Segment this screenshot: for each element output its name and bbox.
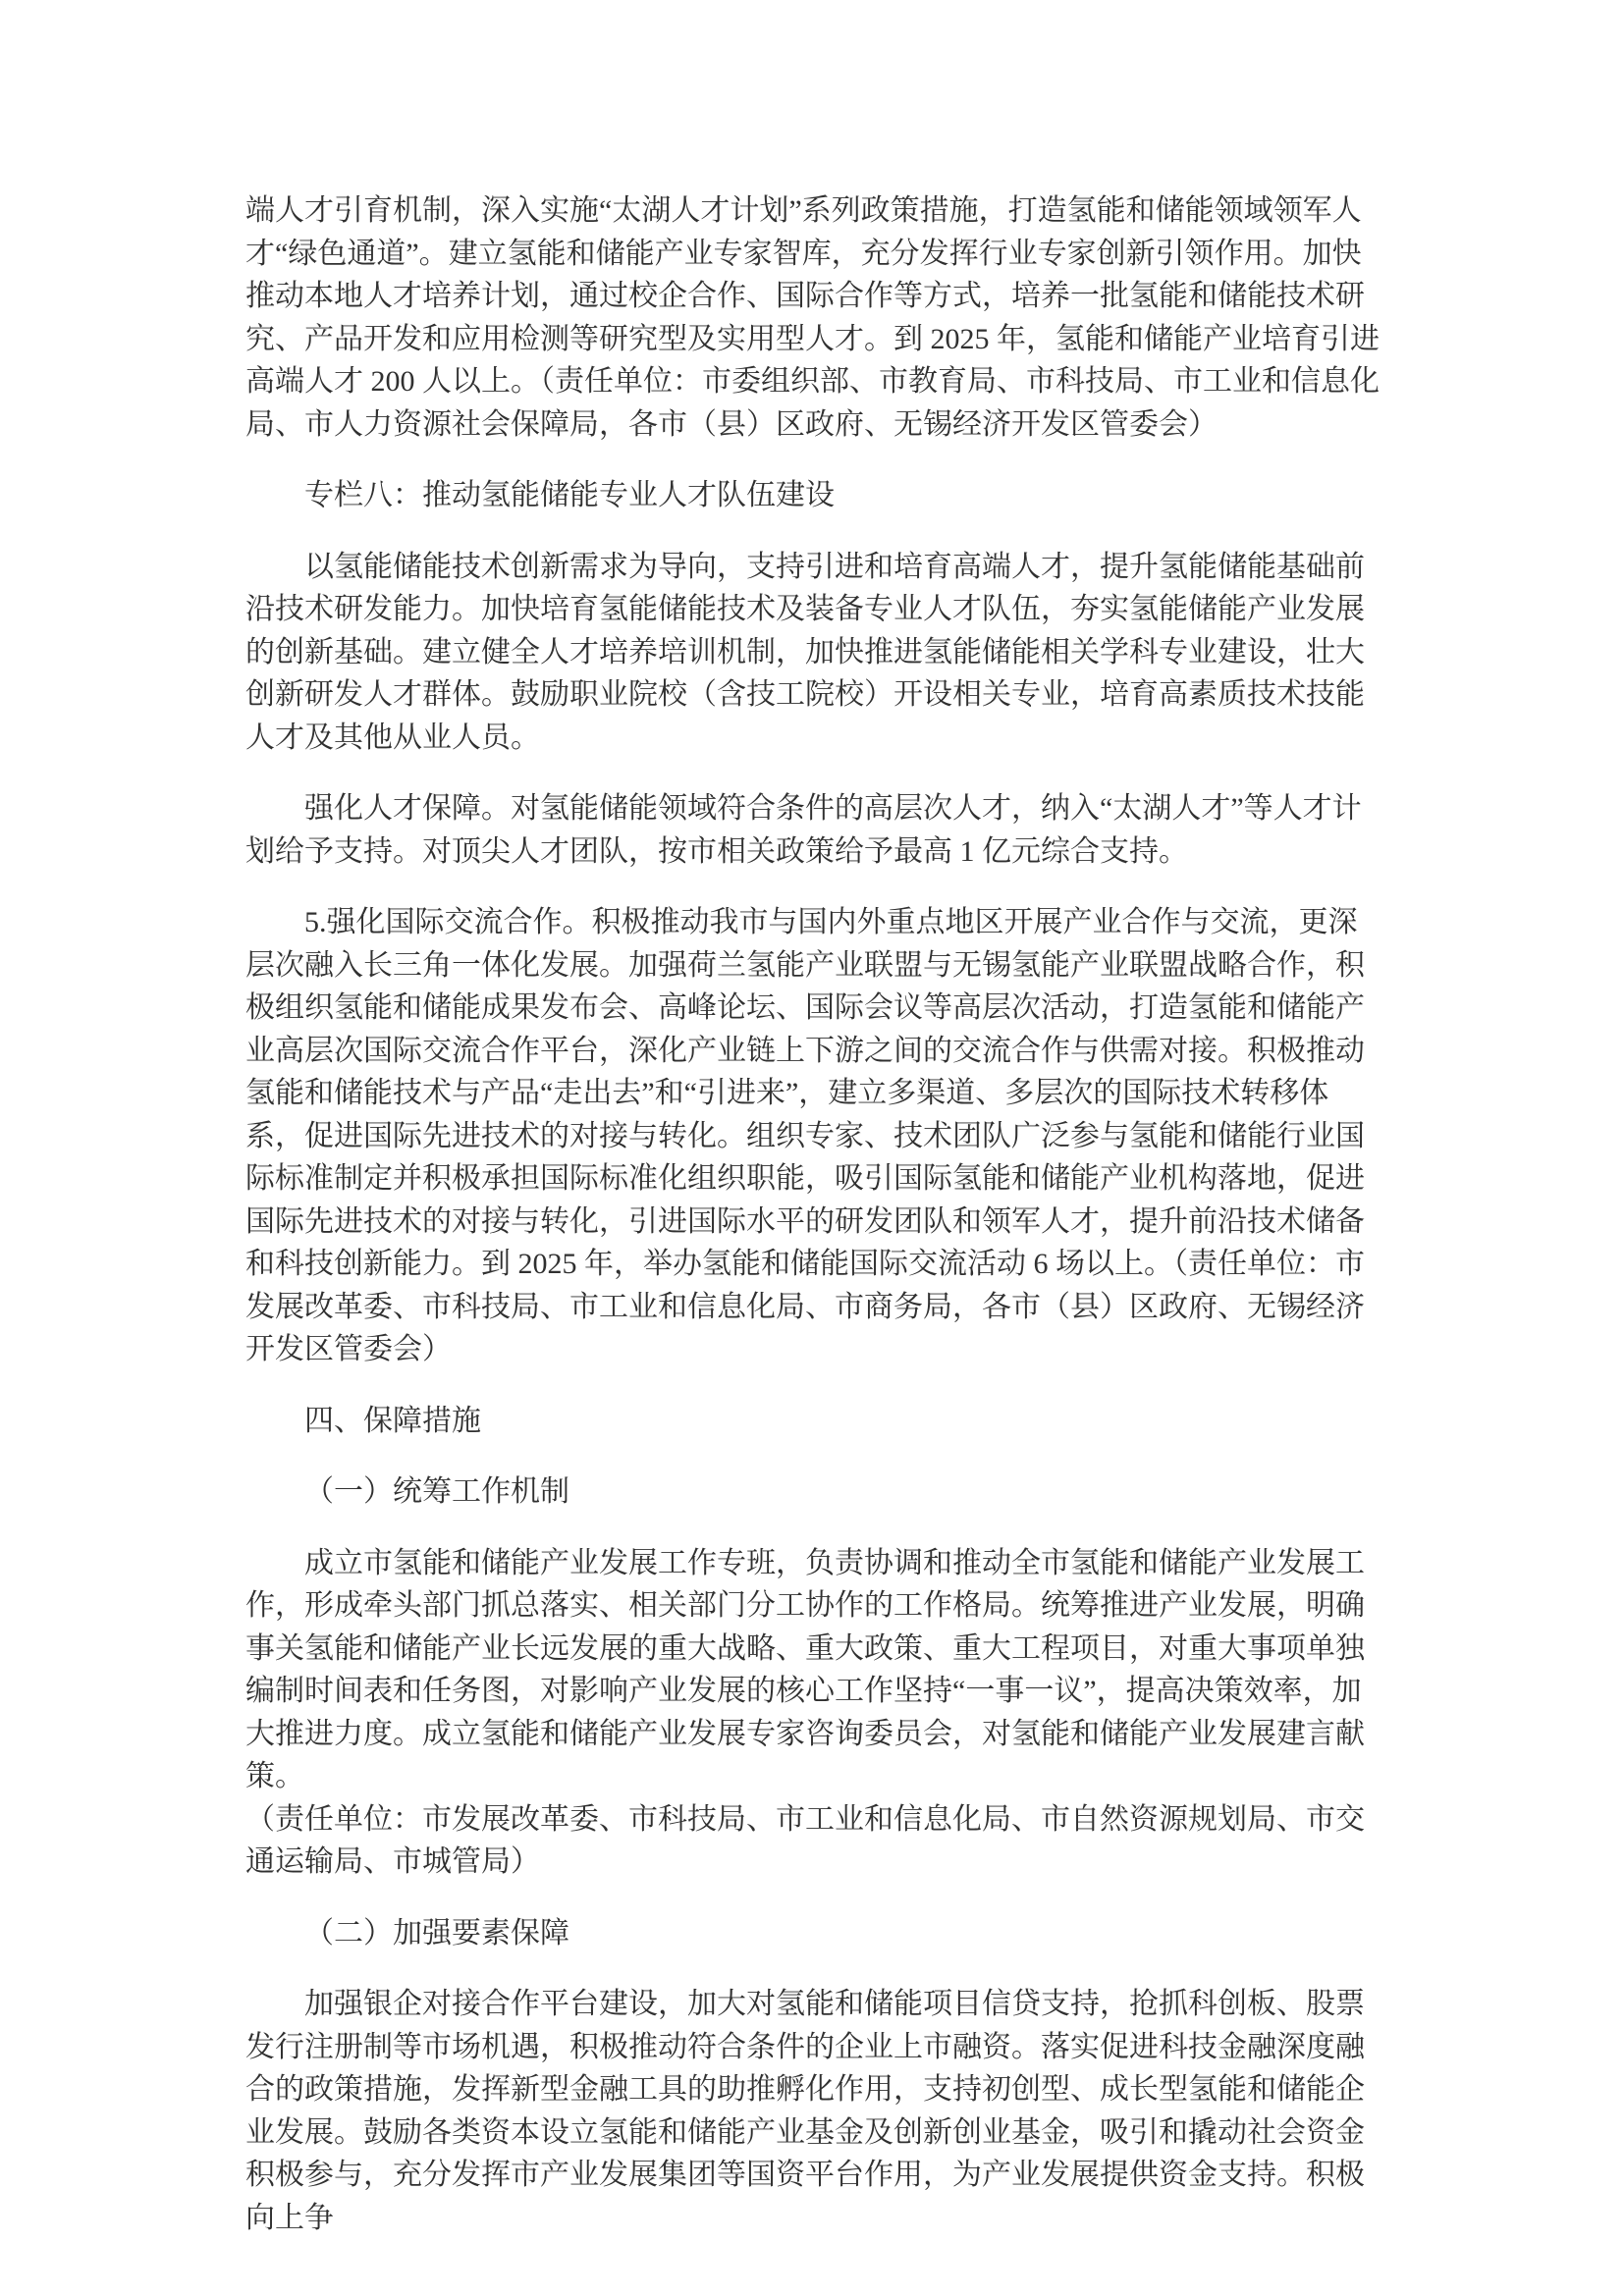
paragraph-factor-guarantee: 加强银企对接合作平台建设，加大对氢能和储能项目信贷支持，抢抓科创板、股票发行注册制等市场机遇，积极推动符合条件的企业上市融资。落实促进科技金融深度融合的政策措施，发挥新型金融工具的助推孵化作用，支持初创型、成长型氢能和储能企业发展。鼓励各类资本设立氢能和储能产业基金及创新创业基金，吸引和撬动社会资金积极参与，充分发挥市产业发展集团等国资平台作用，为产业发展提供资金支持。积极向上争 bbox=[245, 1988, 1365, 2234]
responsibility-note: （责任单位：市发展改革委、市科技局、市工业和信息化局、市自然资源规划局、市交通运输局、市城管局） bbox=[245, 1802, 1365, 1878]
subsection-1-heading: （一）统筹工作机制 bbox=[304, 1475, 569, 1508]
column-8-body-paragraph: 以氢能储能技术创新需求为导向，支持引进和培育高端人才，提升氢能储能基础前沿技术研发能力。加快培育氢能储能技术及装备专业人才队伍，夯实氢能储能产业发展的创新基础。建立健全人才培养培训机制，加快推进氢能储能相关学科专业建设，壮大创新研发人才群体。鼓励职业院校（含技工院校）开设相关专业，培育高素质技术技能人才及其他从业人员。 bbox=[245, 550, 1365, 754]
column-8-heading: 专栏八：推动氢能储能专业人才队伍建设 bbox=[304, 479, 835, 511]
section-4-heading: 四、保障措施 bbox=[304, 1404, 481, 1437]
paragraph-talent-guarantee: 强化人才保障。对氢能储能领域符合条件的高层次人才，纳入“太湖人才”等人才计划给予支持。对顶尖人才团队，按市相关政策给予最高 1 亿元综合支持。 bbox=[245, 792, 1362, 868]
paragraph-item5-international-cooperation: 5.强化国际交流合作。积极推动我市与国内外重点地区开展产业合作与交流，更深层次融入长三角一体化发展。加强荷兰氢能产业联盟与无锡氢能产业联盟战略合作，积极组织氢能和储能成果发布会、高峰论坛、国际会议等高层次活动，打造氢能和储能产业高层次国际交流合作平台，深化产业链上下游之间的交流合作与供需对接。积极推动氢能和储能技术与产品“走出去”和“引进来”，建立多渠道、多层次的国际技术转移体系，促进国际先进技术的对接与转化。组织专家、技术团队广泛参与氢能和储能行业国际标准制定并积极承担国际标准化组织职能，吸引国际氢能和储能产业机构落地，促进国际先进技术的对接与转化，引进国际水平的研发团队和领军人才，提升前沿技术储备和科技创新能力。到 2025 年，举办氢能和储能国际交流活动 6 场以上。（责任单位：市发展改革委、市科技局、市工业和信息化局、市商务局，各市（县）区政府、无锡经济开发区管委会） bbox=[245, 906, 1365, 1365]
paragraph-work-mechanism: 成立市氢能和储能产业发展工作专班，负责协调和推动全市氢能和储能产业发展工作，形成牵头部门抓总落实、相关部门分工协作的工作格局。统筹推进产业发展，明确事关氢能和储能产业长远发展的重大战略、重大政策、重大工程项目，对重大事项单独编制时间表和任务图，对影响产业发展的核心工作坚持“一事一议”，提高决策效率，加大推进力度。成立氢能和储能产业发展专家咨询委员会，对氢能和储能产业发展建言献策。 bbox=[245, 1546, 1365, 1792]
paragraph-talent-mechanism-continued: 端人才引育机制，深入实施“太湖人才计划”系列政策措施，打造氢能和储能领域领军人才“绿色通道”。建立氢能和储能产业专家智库，充分发挥行业专家创新引领作用。加快推动本地人才培养计划，通过校企合作、国际合作等方式，培养一批氢能和储能技术研究、产品开发和应用检测等研究型及实用型人才。到 2025 年，氢能和储能产业培育引进高端人才 200 人以上。（责任单位：市委组织部、市教育局、市科技局、市工业和信息化局、市人力资源社会保障局，各市（县）区政府、无锡经济开发区管委会） bbox=[245, 194, 1380, 441]
subsection-2-heading: （二）加强要素保障 bbox=[304, 1916, 569, 1949]
